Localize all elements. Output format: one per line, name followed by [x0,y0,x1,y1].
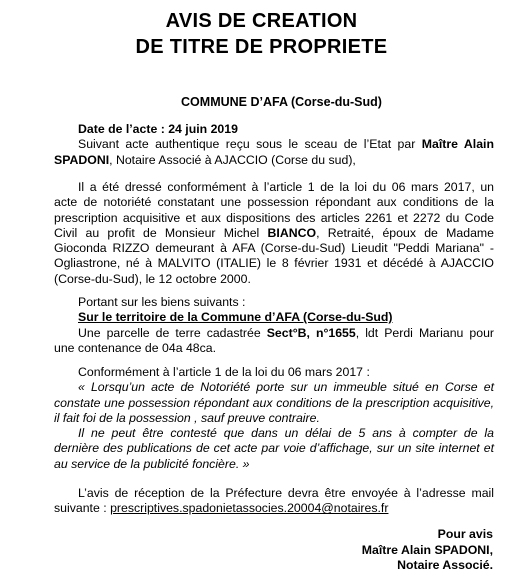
p2-line-1: Portant sur les biens suivants : [78,295,246,309]
p3-line-2: « Lorsqu’un acte de Notoriété porte sur un immeuble situé en Corse et [78,380,494,395]
acte-block [54,122,494,168]
signature-line-1: Pour avis [437,527,493,541]
acte-line-1: Suivant acte authentique reçu sous le sceau de l’Etat par [78,137,422,152]
signature-line-3: Notaire Associé. [397,558,493,572]
p1-line-4-end: , Retraité, époux de Madame [316,225,494,240]
paragraph-loi [54,365,494,472]
notary-name: Maître Alain [421,137,494,152]
p4-line-2: suivante : [54,501,111,516]
p3-line-3: constate une possession répondant aux conditions de la prescription acquisitive, [54,395,494,410]
signature-comma: , [489,542,493,557]
signature-line-2: Maître Alain [361,542,435,557]
p1-line-6: Ogliastrone, né à MALVITO (ITALIE) le 8 février 1931 et décédé à AJACCIO [54,256,494,271]
p1-line-4: Civil au profit de Monsieur Michel [54,225,268,240]
cadastre-ref: Sect°B, n°1655 [266,325,356,340]
territory-heading: Sur le territoire de la Commune d’AFA (Corse-du-Sud) [78,310,393,325]
p1-line-7: (Corse-du-Sud), le 12 octobre 2000. [54,271,251,286]
acte-date: Date de l’acte : 24 juin 2019 [78,122,238,136]
p3-line-1: Conformément à l’article 1 de la loi du 06 mars 2017 : [78,365,370,379]
notary-surname: SPADONI [54,152,110,167]
signature-block [362,527,493,574]
p3-line-5: Il ne peut être contesté que dans un délai de 5 ans à compter de la [78,426,494,441]
p3-line-6: dernière des publications de cet acte par voie d’affichage, sur un site internet et [54,441,494,456]
p3-line-4: il fait foi de la possession , sauf preuve contraire. [54,410,320,425]
p2-line-4: une contenance de 04a 48ca. [54,340,217,355]
title-line-2: DE TITRE DE PROPRIETE [135,36,388,58]
p1-line-3: prescription acquisitive et aux dispositions des articles 2261 et 2272 du Code [54,210,494,225]
paragraph-notoriete [54,180,494,287]
p2-line-3: Une parcelle de terre cadastrée [78,325,267,340]
beneficiary-name: BIANCO [267,225,317,240]
p2-line-3-end: , ldt Perdi Marianu pour [355,325,495,340]
p3-line-7: au service de la publicité foncière. » [54,456,250,471]
p4-line-1: L’avis de réception de la Préfecture devra être envoyée à l’adresse mail [78,486,494,500]
acte-line-2: , Notaire Associé à AJACCIO (Corse du sud), [109,152,356,167]
signature-name: SPADONI [434,542,490,557]
p1-line-2: acte de notoriété constatant une possession répondant aux conditions de la [54,195,494,210]
paragraph-biens [54,295,494,356]
email-link[interactable]: prescriptives.spadonietassocies.20004@notaires.fr [110,501,389,516]
p1-line-1: Il a été dressé conformément à l’article 1 de la loi du 06 mars 2017, un [78,180,494,194]
paragraph-prefecture [54,486,494,517]
p1-line-5: Gioconda RIZZO demeurant à AFA (Corse-du-Sud) Lieudit "Peddi Mariana" - [54,241,494,256]
commune-header: COMMUNE D’AFA (Corse-du-Sud) [181,95,382,109]
title-line-1: AVIS DE CREATION [165,10,358,32]
